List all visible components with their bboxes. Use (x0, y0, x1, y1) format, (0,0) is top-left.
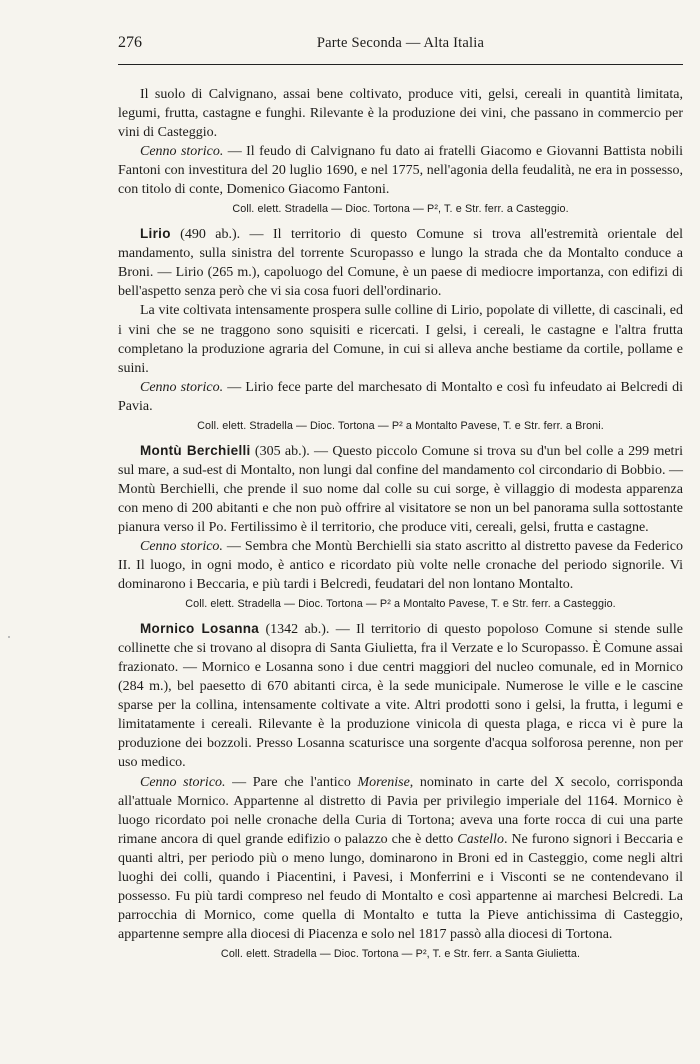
page-number: 276 (118, 34, 142, 51)
entry-heading: Lirio (140, 226, 171, 242)
entry-heading: Mornico Losanna (140, 621, 260, 637)
footnote: Coll. elett. Stradella — Dioc. Tortona — P², T. e Str. ferr. a Casteggio. (232, 203, 569, 216)
cenno-storico (118, 378, 683, 416)
entry-mornico-losanna (118, 619, 683, 960)
entry-calvignano (118, 85, 683, 215)
storico-text: — Il feudo di Calvignano fu dato ai fratelli Giacomo e Giovanni Battista nobili Fantoni con investitura del 20 luglio 1690, e nel 1775, nell'agonia della feudalità, ne era in possesso, con titolo di conte, Domenico Giacomo Fantoni. (118, 144, 683, 198)
cenno-storico (118, 142, 683, 199)
header-rule (118, 64, 683, 65)
footnote: Coll. elett. Stradella — Dioc. Tortona — P² a Montalto Pavese, T. e Str. ferr. a Casteggio. (185, 598, 616, 611)
storico-text: , nominato in carte del X secolo, corrisponda all'attuale Mornico. Appartenne al distretto di Pavia per privilegio imperiale del 1164. Mornico è luogo ricordato poi nelle cronache della Curia di Tortona; aveva una forte rocca di cui una parte rimane ancora di quel grande edifizio o palazzo che è detto (118, 774, 683, 847)
entry-text: (1342 ab.). — Il territorio di questo popoloso Comune si stende sulle collinette che si trovano al disopra di Santa Giulietta, fra il Verzate e lo Scuropasso. È Comune assai frazionato. — Mornico e Losanna sono i due centri maggiori del nucleo comunale, ed in Mornico (284 m.), bel paesetto di 670 abitanti circa, è la sede municipale. Numerose le ville e le cascine sparse per la collina, intensamente coltivate a vite. Altri prodotti sono i gelsi, la frutta, i legumi e limitatamente i cereali. Rilevante è la produzione vinicola di questa plaga, e ricca vi è pure la produzione dei bozzoli. Presso Losanna scaturisce una sorgente d'acqua solforosa perenne, non per uso medico. (118, 622, 683, 771)
paragraph: La vite coltivata intensamente prospera sulle colline di Lirio, popolate di villette, di cascinali, ed i vini che se ne traggono sono squisiti e ricercati. I gelsi, i cereali, le castagne e l'altra frutta completano la produzione agraria del Comune, in cui si alleva anche bestiame da cortile, pollame e suini. (118, 303, 683, 376)
page-header (118, 34, 683, 56)
storico-label: Cenno storico. (140, 774, 226, 790)
entry-text: (305 ab.). — Questo piccolo Comune si trova su d'un bel colle a 299 metri sul mare, a sud-est di Montalto, non lungi dal confine del mandamento col circondario di Bobbio. — Montù Berchielli, che prende il suo nome dal colle su cui sorge, è villaggio di modesta apparenza con meno di 200 abitanti e che non può offrire al visitatore se non un bel panorama sulla sottostante pianura verso il Po. Fertilissimo è il territorio, che produce viti, cereali, gelsi, frutta e castagne. (118, 443, 683, 535)
paragraph (118, 619, 683, 772)
entry-text: (490 ab.). — Il territorio di questo Comune si trova all'estremità orientale del mandamento, sulla sinistra del torrente Scuropasso e lungo la strada che da Montalto conduce a Broni. — Lirio (265 m.), capoluogo del Comune, è un paese di mediocre importanza, con edifizi di bell'aspetto senza però che vi sia cosa fuori dell'ordinario. (118, 227, 683, 300)
margin-speck (8, 636, 10, 638)
entry-montu-berchielli (118, 441, 683, 610)
entry-lirio (118, 224, 683, 431)
paragraph: Il suolo di Calvignano, assai bene coltivato, produce viti, gelsi, cereali in quantità limitata, legumi, frutta, castagne e funghi. Rilevante è la produzione dei vini, che passano in commercio per vini di Casteggio. (118, 87, 683, 141)
cenno-storico (118, 537, 683, 594)
storico-label: Cenno storico. (140, 379, 224, 395)
storico-text: . Ne furono signori i Beccaria e quanti altri, per periodo più o meno lungo, dominarono in Broni ed in Casteggio, come negli altri luoghi dei colli, quando i Piacentini, i Pavesi, i Monferrini e i Visconti se ne contendevano il possesso. Fu più tardi compreso nel feudo di Montalto e così appartenne ai marchesi Belcredi. La parrocchia di Mornico, come quella di Montalto e tutta la Pieve antichissima di Casteggio, appartenne sempre alla diocesi di Piacenza e solo nel 1817 passò alla diocesi di Tortona. (118, 831, 683, 942)
entry-heading: Montù Berchielli (140, 442, 251, 458)
cenno-storico (118, 773, 683, 944)
paragraph (118, 224, 683, 301)
storico-text: — Lirio fece parte del marchesato di Montalto e così fu infeudato ai Belcredi di Pavia. (118, 379, 683, 414)
paragraph (118, 441, 683, 537)
footnote: Coll. elett. Stradella — Dioc. Tortona — P² a Montalto Pavese, T. e Str. ferr. a Broni. (197, 419, 604, 432)
storico-italic-term: Morenise (357, 774, 410, 790)
book-page (118, 34, 683, 969)
footnote: Coll. elett. Stradella — Dioc. Tortona — P², T. e Str. ferr. a Santa Giulietta. (220, 947, 581, 960)
storico-label: Cenno storico. (140, 538, 223, 554)
storico-label: Cenno storico. (140, 144, 224, 160)
storico-text: — Pare che l'antico (225, 774, 358, 790)
running-title: Parte Seconda — Alta Italia (316, 35, 485, 51)
storico-italic-term: Castello (457, 831, 504, 847)
storico-text: — Sembra che Montù Berchielli sia stato ascritto al distretto pavese da Federico II. Il luogo, in ogni modo, è antico e ricordato più volte nelle cronache del periodo signorile. Vi dominarono i Beccaria, e più tardi i Belcredi, feudatari del non lontano Montalto. (118, 538, 683, 593)
